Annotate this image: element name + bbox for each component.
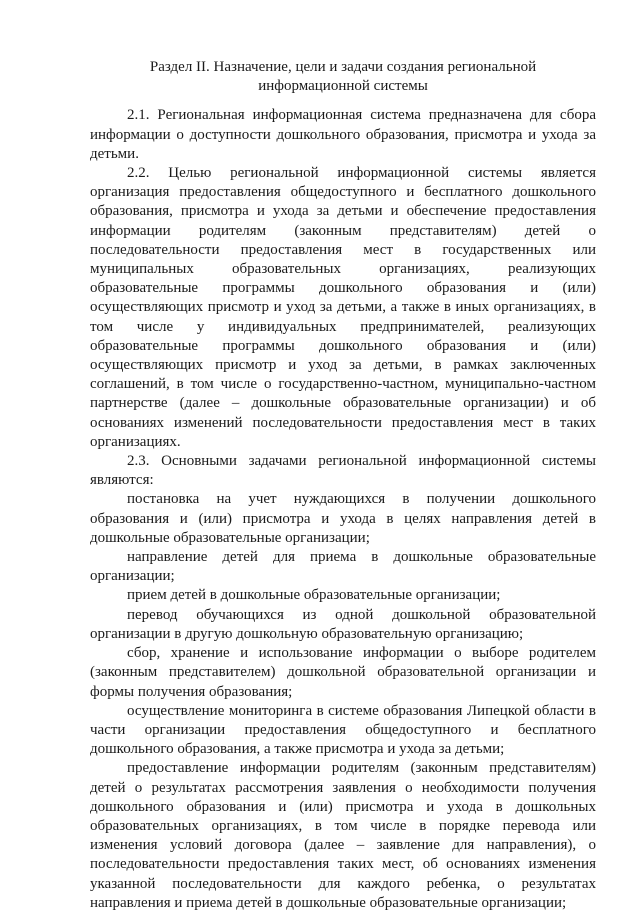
task-item: осуществление мониторинга в системе образования Липецкой области в части организации предоставления общедоступного и бесплатного дошкольного образования, а также присмотра и ухода за детьми; [90,702,596,758]
paragraph-2-2: 2.2. Целью региональной информационной системы является организация предоставления общедоступного и бесплатного дошкольного образования, присмотра и ухода за детьми и обеспечение предоставления информации родителям (законным представителям) детей о последовательности предоставления мест в государственных или муниципальных образовательных организациях, реализующих образовательные программы дошкольного образования и (или) осуществляющих присмотр и уход за детьми, а также в иных организациях, в том числе у индивидуальных предпринимателей, реализующих образовательные программы дошкольного образования и (или) осуществляющих присмотр и уход за детьми, в рамках заключенных соглашений, в том числе о государственно-частном, муниципально-частном партнерстве (далее – дошкольные образовательные организации) и об основаниях изменений последовательности предоставления мест в таких организациях. [90,165,596,450]
document-page [90,58,596,913]
task-item: направление детей для приема в дошкольные образовательные организации; [90,549,596,585]
paragraph-2-1: 2.1. Региональная информационная система предназначена для сбора информации о доступности дошкольного образования, присмотра и ухода за детьми. [90,107,596,162]
section-title-line-2: информационной системы [258,78,428,95]
section-heading [90,58,596,96]
task-item: постановка на учет нуждающихся в получении дошкольного образования и (или) присмотра и ухода в целях направления детей в дошкольные образовательные организации; [90,491,596,546]
section-title-line-1: Раздел II. Назначение, цели и задачи создания региональной [149,59,537,75]
task-item: предоставление информации родителям (законным представителям) детей о результатах рассмотрения заявления о необходимости получения дошкольного образования и (или) присмотра и ухода в дошкольных образовательных организациях, в том числе в порядке перевода или изменения условий договора (далее – заявление для направления), о последовательности предоставления таких мест, об основаниях изменения указанной последовательности для каждого ребенка, о результатах направления и приема детей в дошкольные образовательные организации; [90,760,596,911]
task-item: сбор, хранение и использование информации о выборе родителем (законным представителем) дошкольной образовательной организации и формы получения образования; [90,645,596,700]
task-item: перевод обучающихся из одной дошкольной образовательной организации в другую дошкольную образовательную организацию; [90,606,596,642]
task-item: прием детей в дошкольные образовательные организации; [127,587,501,604]
task-list [90,490,596,912]
paragraph-2-3: 2.3. Основными задачами региональной информационной системы являются: [90,453,596,489]
